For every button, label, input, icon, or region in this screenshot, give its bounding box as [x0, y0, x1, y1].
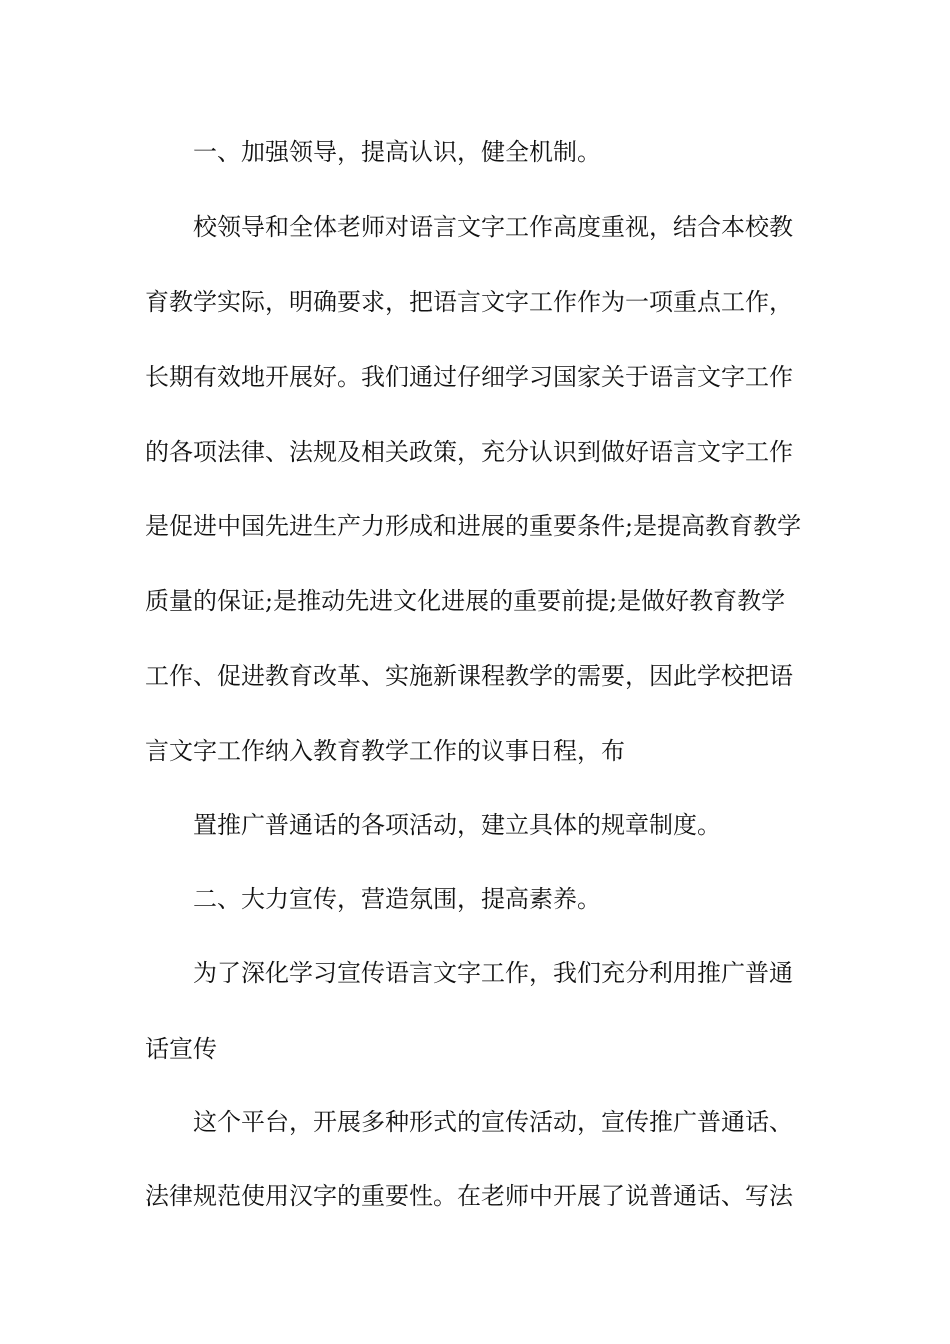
paragraph-line: 话宣传	[145, 1035, 217, 1063]
paragraph-line: 这个平台，开展多种形式的宣传活动，宣传推广普通话、	[193, 1108, 793, 1136]
paragraph-line: 质量的保证;是推动先进文化进展的重要前提;是做好教育教学	[145, 587, 786, 615]
paragraph-line: 校领导和全体老师对语言文字工作高度重视，结合本校教	[193, 213, 793, 241]
paragraph-line: 工作、促进教育改革、实施新课程教学的需要，因此学校把语	[145, 662, 793, 690]
paragraph-line: 是促进中国先进生产力形成和进展的重要条件;是提高教育教学	[145, 512, 802, 540]
paragraph-line: 法律规范使用汉字的重要性。在老师中开展了说普通话、写法	[145, 1182, 793, 1210]
section-heading-2: 二、大力宣传，营造氛围，提高素养。	[193, 885, 601, 913]
paragraph-line: 为了深化学习宣传语言文字工作，我们充分利用推广普通	[193, 959, 793, 987]
paragraph-line: 言文字工作纳入教育教学工作的议事日程，布	[145, 737, 625, 765]
paragraph-line: 长期有效地开展好。我们通过仔细学习国家关于语言文字工作	[145, 363, 793, 391]
paragraph-line: 育教学实际，明确要求，把语言文字工作作为一项重点工作，	[145, 288, 793, 316]
paragraph-line: 置推广普通话的各项活动，建立具体的规章制度。	[193, 811, 721, 839]
section-heading-1: 一、加强领导，提高认识，健全机制。	[193, 138, 601, 166]
paragraph-line: 的各项法律、法规及相关政策，充分认识到做好语言文字工作	[145, 438, 793, 466]
